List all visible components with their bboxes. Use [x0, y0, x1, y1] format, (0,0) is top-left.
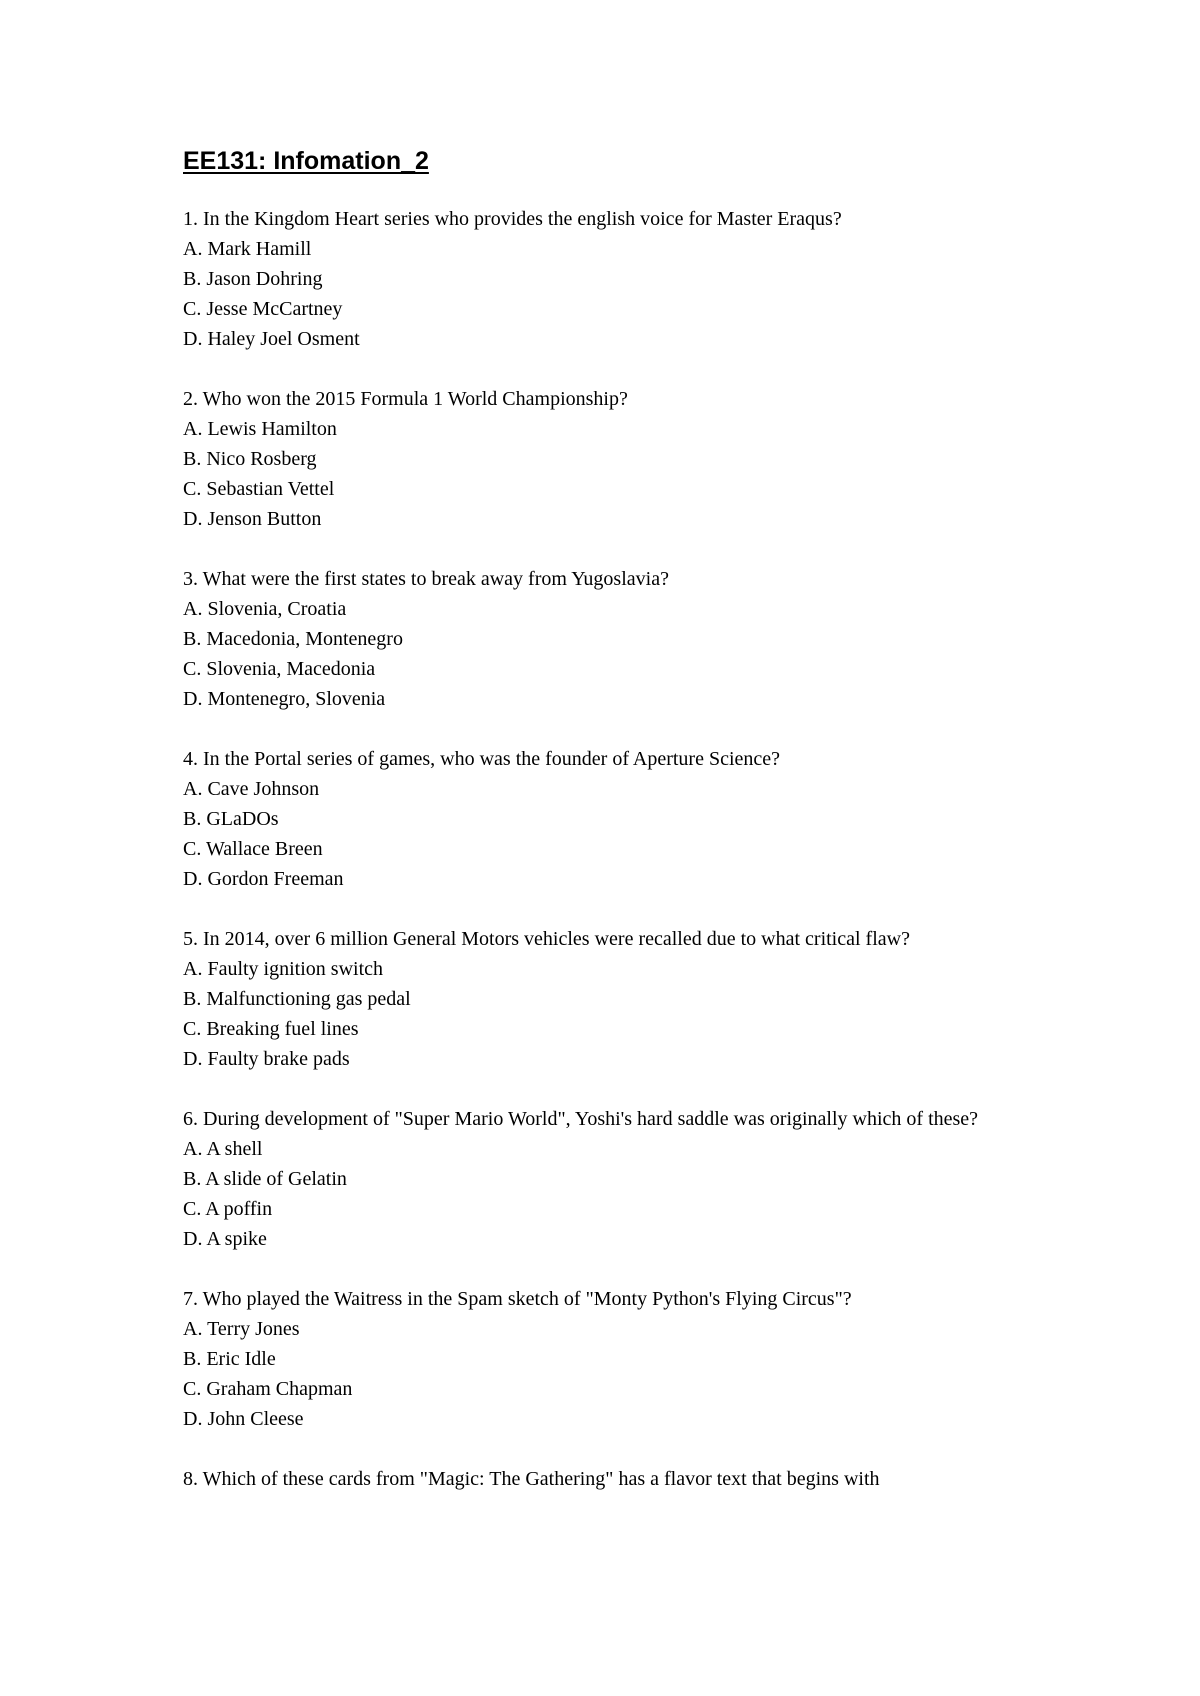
question-text: 8. Which of these cards from "Magic: The Gathering" has a flavor text that begins with: [183, 1468, 880, 1490]
answer-option: C. Graham Chapman: [183, 1378, 353, 1400]
answer-option: A. Slovenia, Croatia: [183, 598, 347, 620]
answer-option: C. Breaking fuel lines: [183, 1018, 359, 1040]
answer-option: D. Montenegro, Slovenia: [183, 688, 386, 710]
answer-option: B. Eric Idle: [183, 1348, 276, 1370]
question-text: 6. During development of "Super Mario World", Yoshi's hard saddle was originally which of these?: [183, 1108, 979, 1130]
question-4: [183, 744, 1043, 894]
answer-option: A. A shell: [183, 1138, 263, 1160]
answer-option: D. John Cleese: [183, 1408, 304, 1430]
answer-option: A. Terry Jones: [183, 1318, 300, 1340]
answer-option: C. Sebastian Vettel: [183, 478, 335, 500]
answer-option: A. Lewis Hamilton: [183, 418, 337, 440]
question-text: 1. In the Kingdom Heart series who provides the english voice for Master Eraqus?: [183, 208, 842, 230]
answer-option: D. A spike: [183, 1228, 267, 1250]
answer-option: B. A slide of Gelatin: [183, 1168, 347, 1190]
question-6: [183, 1104, 1043, 1254]
answer-option: A. Mark Hamill: [183, 238, 312, 260]
question-8: [183, 1464, 1043, 1494]
answer-option: B. Malfunctioning gas pedal: [183, 988, 411, 1010]
question-text: 4. In the Portal series of games, who was the founder of Aperture Science?: [183, 748, 781, 770]
question-text: 2. Who won the 2015 Formula 1 World Championship?: [183, 388, 628, 410]
question-text: 5. In 2014, over 6 million General Motors vehicles were recalled due to what critical flaw?: [183, 928, 910, 950]
answer-option: C. Wallace Breen: [183, 838, 323, 860]
answer-option: B. Jason Dohring: [183, 268, 323, 290]
answer-option: B. Macedonia, Montenegro: [183, 628, 403, 650]
answer-option: C. Slovenia, Macedonia: [183, 658, 376, 680]
question-1: [183, 204, 1043, 354]
answer-option: D. Gordon Freeman: [183, 868, 344, 890]
answer-option: D. Faulty brake pads: [183, 1048, 350, 1070]
answer-option: D. Jenson Button: [183, 508, 322, 530]
answer-option: B. GLaDOs: [183, 808, 279, 830]
answer-option: B. Nico Rosberg: [183, 448, 317, 470]
question-text: 7. Who played the Waitress in the Spam sketch of "Monty Python's Flying Circus"?: [183, 1288, 852, 1310]
document-body: [183, 146, 1043, 1524]
question-text: 3. What were the first states to break away from Yugoslavia?: [183, 568, 669, 590]
answer-option: A. Cave Johnson: [183, 778, 320, 800]
answer-option: A. Faulty ignition switch: [183, 958, 383, 980]
question-2: [183, 384, 1043, 534]
document-title: EE131: Infomation_2: [183, 147, 429, 175]
answer-option: C. Jesse McCartney: [183, 298, 343, 320]
question-7: [183, 1284, 1043, 1434]
answer-option: D. Haley Joel Osment: [183, 328, 360, 350]
answer-option: C. A poffin: [183, 1198, 273, 1220]
question-3: [183, 564, 1043, 714]
question-5: [183, 924, 1043, 1074]
